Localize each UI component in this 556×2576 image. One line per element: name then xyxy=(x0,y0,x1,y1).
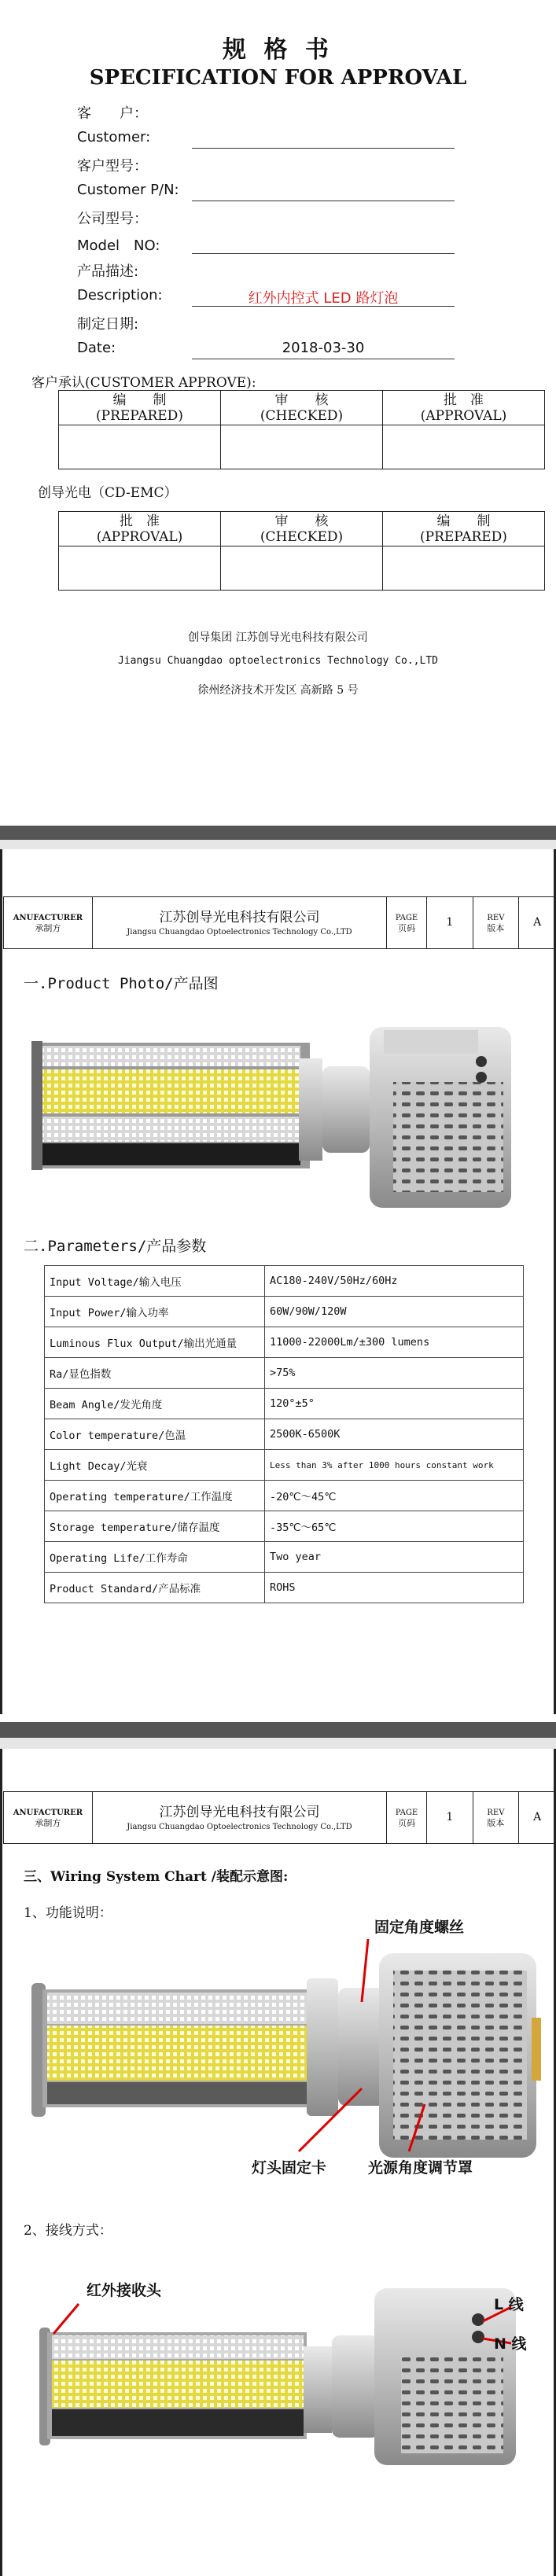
rev-cn: 版本 xyxy=(487,1817,505,1828)
page-separator xyxy=(0,826,556,840)
header-company-en: Jiangsu Chuangdao Optoelectronics Technology Co.,LTD xyxy=(127,928,352,937)
signoff-header xyxy=(59,391,221,425)
signoff-en: (CHECKED) xyxy=(260,529,344,545)
param-name: Storage temperature/储存温度 xyxy=(45,1511,265,1542)
sign-cell xyxy=(59,425,221,469)
manufacturer-en: ANUFACTURER xyxy=(13,913,83,922)
signoff-en: (PREPARED) xyxy=(96,408,183,424)
param-value: 11000-22000Lm/±300 lumens xyxy=(265,1327,524,1358)
param-name: Luminous Flux Output/输出光通量 xyxy=(45,1327,265,1358)
cover-title-cn: 规 格 书 xyxy=(223,36,333,64)
callout-l-wire: L 线 xyxy=(494,2296,524,2313)
rev-en: REV xyxy=(487,1808,505,1817)
field-label: Customer P/N: xyxy=(77,181,179,198)
callout-fixing-screw: 固定角度螺丝 xyxy=(374,1919,465,1936)
sign-cell xyxy=(383,425,545,469)
param-value: -20℃～45℃ xyxy=(265,1481,524,1511)
company-label: 创导光电（CD-EMC） xyxy=(38,485,178,501)
param-name: Operating Life/工作寿命 xyxy=(45,1542,265,1573)
header-company-cn: 江苏创导光电科技有限公司 xyxy=(159,1805,320,1820)
field-label: Date: xyxy=(77,339,116,356)
callout-angle-cover: 光源角度调节罩 xyxy=(368,2159,473,2177)
param-value: ROHS xyxy=(265,1573,524,1603)
table-row xyxy=(45,1450,524,1481)
signoff-en: (APPROVAL) xyxy=(420,408,507,424)
function-subtitle: 1、功能说明： xyxy=(24,1905,112,1921)
product-photo-title: 一.Product Photo/产品图 xyxy=(24,975,219,992)
customer-approve-table xyxy=(58,390,545,469)
param-name: Input Voltage/输入电压 xyxy=(45,1266,265,1297)
wiring-diagram xyxy=(31,2288,535,2469)
param-value: -35℃～65℃ xyxy=(265,1511,524,1542)
manufacturer-cn: 承制方 xyxy=(35,1817,61,1828)
wiring-section-title: 三、Wiring System Chart /装配示意图: xyxy=(24,1869,289,1885)
field-underline xyxy=(192,253,455,254)
param-name: Color temperature/色温 xyxy=(45,1419,265,1450)
rev-en: REV xyxy=(487,913,505,922)
param-name: Product Standard/产品标准 xyxy=(45,1573,265,1603)
param-name: Operating temperature/工作温度 xyxy=(45,1481,265,1511)
field-value: 红外内控式 LED 路灯泡 xyxy=(248,289,399,307)
param-value: >75% xyxy=(265,1358,524,1389)
callout-n-wire: N 线 xyxy=(494,2335,527,2353)
signoff-cn: 批 准 xyxy=(120,513,160,529)
table-row xyxy=(45,1481,524,1511)
field-label: 公司型号： xyxy=(77,211,148,227)
param-value: Less than 3% after 1000 hours constant work xyxy=(265,1450,524,1481)
header-company-en: Jiangsu Chuangdao Optoelectronics Technology Co.,LTD xyxy=(127,1823,352,1831)
param-value: 120°±5° xyxy=(265,1389,524,1419)
parameters-title: 二.Parameters/产品参数 xyxy=(24,1238,207,1255)
page-cn: 页码 xyxy=(398,922,416,933)
sign-cell xyxy=(59,546,221,591)
field-label: Description: xyxy=(77,286,163,304)
field-value: 2018-03-30 xyxy=(282,339,365,356)
signoff-en: (CHECKED) xyxy=(260,408,344,424)
page-separator xyxy=(0,1722,556,1738)
table-row xyxy=(45,1358,524,1389)
wiring-subtitle: 2、接线方式： xyxy=(24,2223,112,2239)
table-row xyxy=(45,1511,524,1542)
param-value: Two year xyxy=(265,1542,524,1573)
spec-page-3 xyxy=(0,1738,556,2576)
field-label: 产品描述: xyxy=(77,263,139,280)
signoff-cn: 编 制 xyxy=(436,513,491,529)
signoff-header xyxy=(221,391,383,425)
param-name: Light Decay/光衰 xyxy=(45,1450,265,1481)
rev-value: A xyxy=(519,897,556,949)
rev-value: A xyxy=(519,1792,556,1844)
page-number: 1 xyxy=(426,897,473,949)
manufacturer-en: ANUFACTURER xyxy=(13,1808,83,1817)
signoff-en: (APPROVAL) xyxy=(96,529,183,545)
param-name: Beam Angle/发光角度 xyxy=(45,1389,265,1419)
manufacturer-cn: 承制方 xyxy=(35,922,61,933)
footer-company-en: Jiangsu Chuangdao optoelectronics Technology Co.,LTD xyxy=(118,655,438,667)
footer-address: 徐州经济技术开发区 高新路 5 号 xyxy=(197,684,359,697)
table-row xyxy=(45,1542,524,1573)
sign-cell xyxy=(383,546,545,591)
param-value: 2500K-6500K xyxy=(265,1419,524,1450)
footer-company-cn: 创导集团 江苏创导光电科技有限公司 xyxy=(188,631,368,644)
field-label: Model NO: xyxy=(77,237,160,254)
signoff-cn: 审 核 xyxy=(274,392,329,408)
param-value: 60W/90W/120W xyxy=(265,1297,524,1327)
field-label: 客 户： xyxy=(77,105,148,122)
field-label: 客户型号： xyxy=(77,158,148,175)
company-approve-table xyxy=(58,511,545,591)
page-number: 1 xyxy=(426,1792,473,1844)
param-name: Input Power/输入功率 xyxy=(45,1297,265,1327)
table-row xyxy=(45,1419,524,1450)
parameters-table xyxy=(44,1265,524,1603)
signoff-cn: 批 准 xyxy=(444,392,484,408)
signoff-header xyxy=(221,512,383,546)
product-photo xyxy=(31,1011,519,1208)
table-row xyxy=(45,1573,524,1603)
signoff-header xyxy=(383,391,545,425)
page-en: PAGE xyxy=(395,1808,418,1817)
param-name: Ra/显色指数 xyxy=(45,1358,265,1389)
page-en: PAGE xyxy=(395,913,418,922)
callout-ir-receiver: 红外接收头 xyxy=(87,2282,162,2299)
page-header xyxy=(3,896,556,949)
cover-page xyxy=(0,0,556,826)
header-company-cn: 江苏创导光电科技有限公司 xyxy=(159,910,320,926)
customer-approve-label: 客户承认(CUSTOMER APPROVE): xyxy=(31,375,256,391)
signoff-header xyxy=(59,512,221,546)
table-row xyxy=(45,1327,524,1358)
table-row xyxy=(45,1266,524,1297)
rev-cn: 版本 xyxy=(487,922,505,933)
param-value: AC180-240V/50Hz/60Hz xyxy=(265,1266,524,1297)
sign-cell xyxy=(221,425,383,469)
sign-cell xyxy=(221,546,383,591)
callout-lamp-clip: 灯头固定卡 xyxy=(252,2159,327,2177)
signoff-cn: 编 制 xyxy=(112,392,167,408)
signoff-header xyxy=(383,512,545,546)
spec-page-2 xyxy=(0,840,556,1722)
field-underline xyxy=(192,148,455,149)
table-row xyxy=(45,1389,524,1419)
field-label: 制定日期: xyxy=(77,316,139,333)
page-cn: 页码 xyxy=(398,1817,416,1828)
field-label: Customer: xyxy=(77,128,151,145)
table-row xyxy=(45,1297,524,1327)
page-header xyxy=(3,1791,556,1844)
cover-title-en: SPECIFICATION FOR APPROVAL xyxy=(89,66,467,90)
function-diagram xyxy=(16,1923,550,2191)
signoff-en: (PREPARED) xyxy=(420,529,507,545)
signoff-cn: 审 核 xyxy=(274,513,329,529)
